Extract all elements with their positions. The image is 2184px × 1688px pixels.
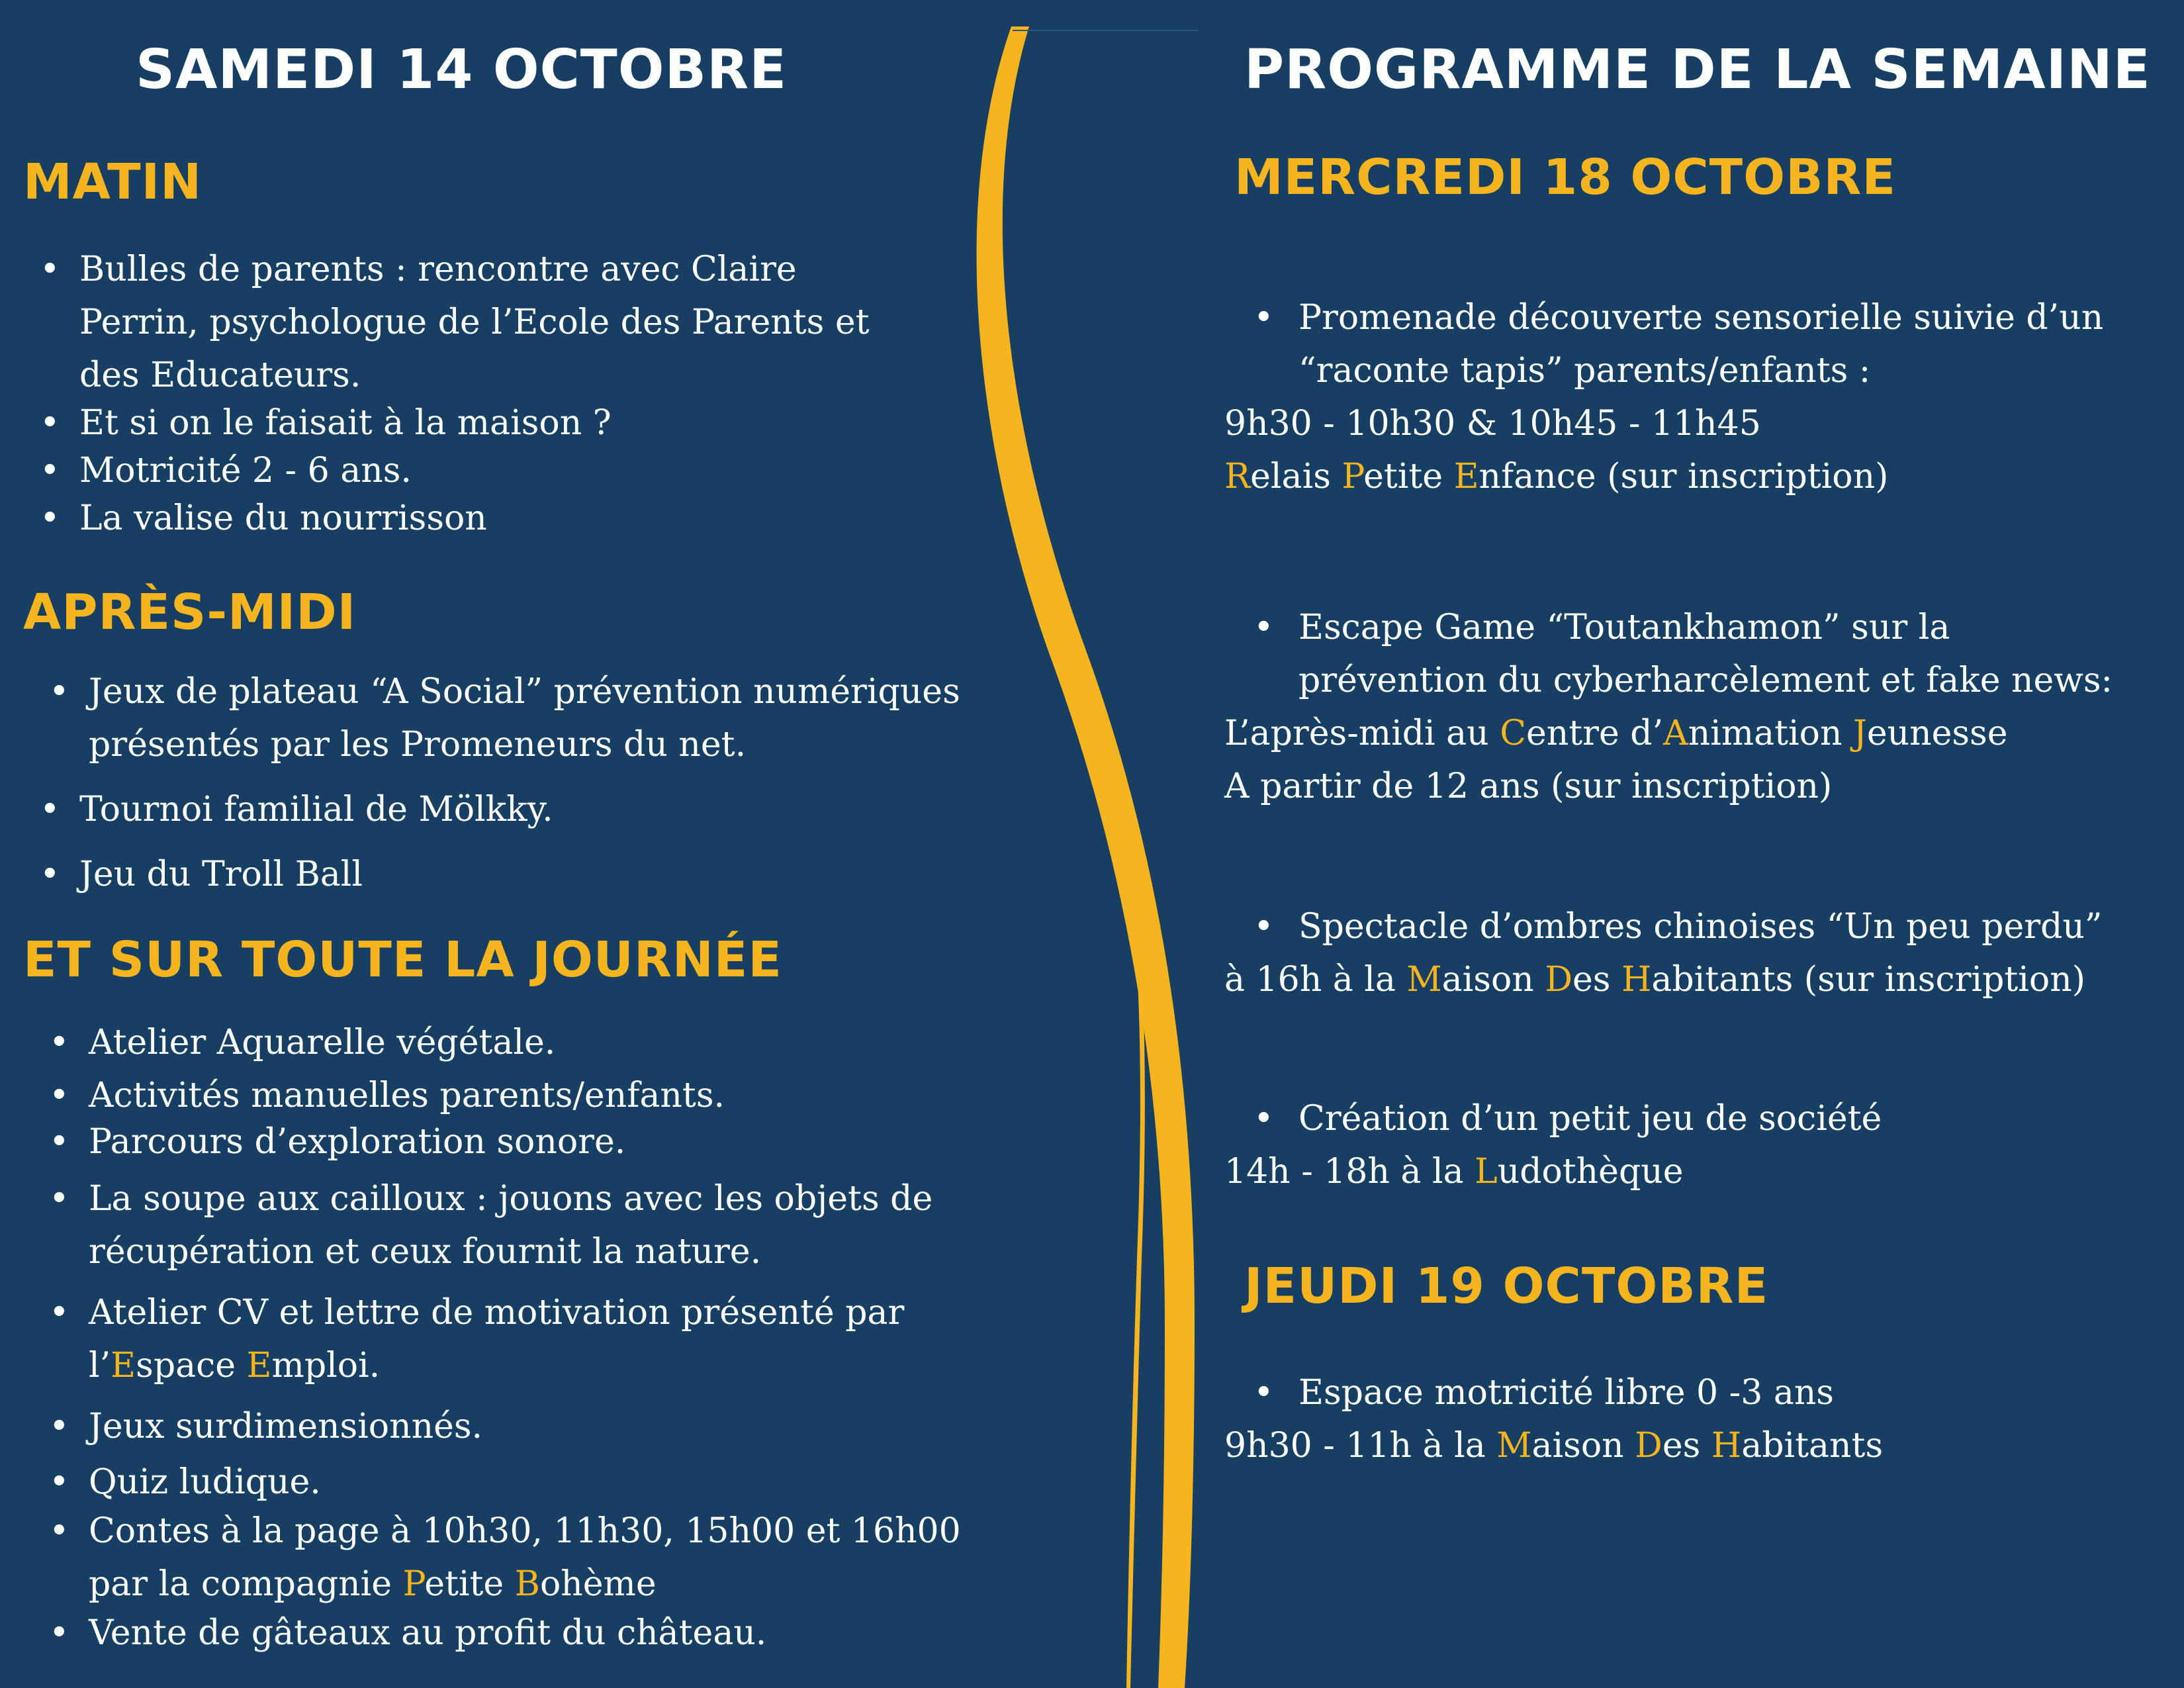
event-spectacle bbox=[1224, 900, 2102, 1006]
list-item: • Contes à la page à 10h30, 11h30, 15h00 et 16h00 par la compagnie Petite Bohème bbox=[46, 1505, 961, 1611]
list-item: • Atelier CV et lettre de motivation présenté par l’Espace Emploi. bbox=[46, 1286, 961, 1392]
event-age: A partir de 12 ans (sur inscription) bbox=[1224, 767, 1833, 806]
event-promenade bbox=[1224, 291, 2103, 503]
apres-midi-list bbox=[46, 665, 960, 901]
day-heading-mercredi: MERCREDI 18 OCTOBRE bbox=[1234, 149, 1897, 206]
list-item: • Jeu du Troll Ball bbox=[37, 848, 960, 901]
right-title: PROGRAMME DE LA SEMAINE bbox=[1244, 38, 2151, 101]
matin-list bbox=[37, 243, 870, 545]
list-item: • Jeux surdimensionnés. bbox=[46, 1400, 961, 1453]
event-escape-game bbox=[1224, 601, 2113, 813]
list-item: • Création d’un petit jeu de société bbox=[1224, 1092, 1882, 1145]
list-item: • Spectacle d’ombres chinoises “Un peu perdu” bbox=[1224, 900, 2102, 953]
event-place: 14h - 18h à la Ludothèque bbox=[1224, 1152, 1684, 1192]
event-place: Relais Petite Enfance (sur inscription) bbox=[1224, 457, 1889, 496]
event-place: à 16h à la Maison Des Habitants (sur inscription) bbox=[1224, 960, 2085, 1000]
event-time: 9h30 - 10h30 & 10h45 - 11h45 bbox=[1224, 404, 1761, 444]
list-item: • Escape Game “Toutankhamon” sur la prévention du cyberharcèlement et fake news: bbox=[1224, 601, 2113, 707]
list-item: • Bulles de parents : rencontre avec Claire Perrin, psychologue de l’Ecole des Parents et des Educateurs. bbox=[37, 243, 870, 402]
left-title: SAMEDI 14 OCTOBRE bbox=[136, 38, 788, 101]
list-item: • Motricité 2 - 6 ans. bbox=[37, 444, 870, 497]
section-heading-apres-midi: APRÈS-MIDI bbox=[23, 584, 357, 641]
list-item: • Jeux de plateau “A Social” prévention numériques présentés par les Promeneurs du net. bbox=[46, 665, 960, 771]
list-item: • Parcours d’exploration sonore. bbox=[46, 1115, 961, 1168]
section-heading-matin: MATIN bbox=[23, 154, 203, 211]
list-item: • La valise du nourrisson bbox=[37, 492, 870, 545]
list-item: • Et si on le faisait à la maison ? bbox=[37, 397, 870, 449]
event-place: 9h30 - 11h à la Maison Des Habitants bbox=[1224, 1426, 1884, 1466]
list-item: • Promenade découverte sensorielle suivie d’un “raconte tapis” parents/enfants : bbox=[1224, 291, 2103, 397]
event-motricite bbox=[1224, 1366, 1883, 1472]
list-item: • Espace motricité libre 0 -3 ans bbox=[1224, 1366, 1883, 1419]
list-item: • Vente de gâteaux au profit du château. bbox=[46, 1607, 961, 1660]
event-place: L’après-midi au Centre d’Animation Jeunesse bbox=[1224, 714, 2008, 753]
event-jeu-societe bbox=[1224, 1092, 1882, 1198]
day-heading-jeudi: JEUDI 19 OCTOBRE bbox=[1244, 1258, 1769, 1315]
list-item: • Atelier Aquarelle végétale. bbox=[46, 1016, 961, 1069]
list-item: • Activités manuelles parents/enfants. bbox=[46, 1069, 961, 1122]
list-item: • La soupe aux cailloux : jouons avec les objets de récupération et ceux fournit la nature. bbox=[46, 1172, 961, 1278]
list-item: • Quiz ludique. bbox=[46, 1456, 961, 1509]
section-heading-journee: ET SUR TOUTE LA JOURNÉE bbox=[23, 931, 782, 988]
journee-list bbox=[46, 1016, 961, 1660]
list-item: • Tournoi familial de Mölkky. bbox=[37, 783, 960, 836]
